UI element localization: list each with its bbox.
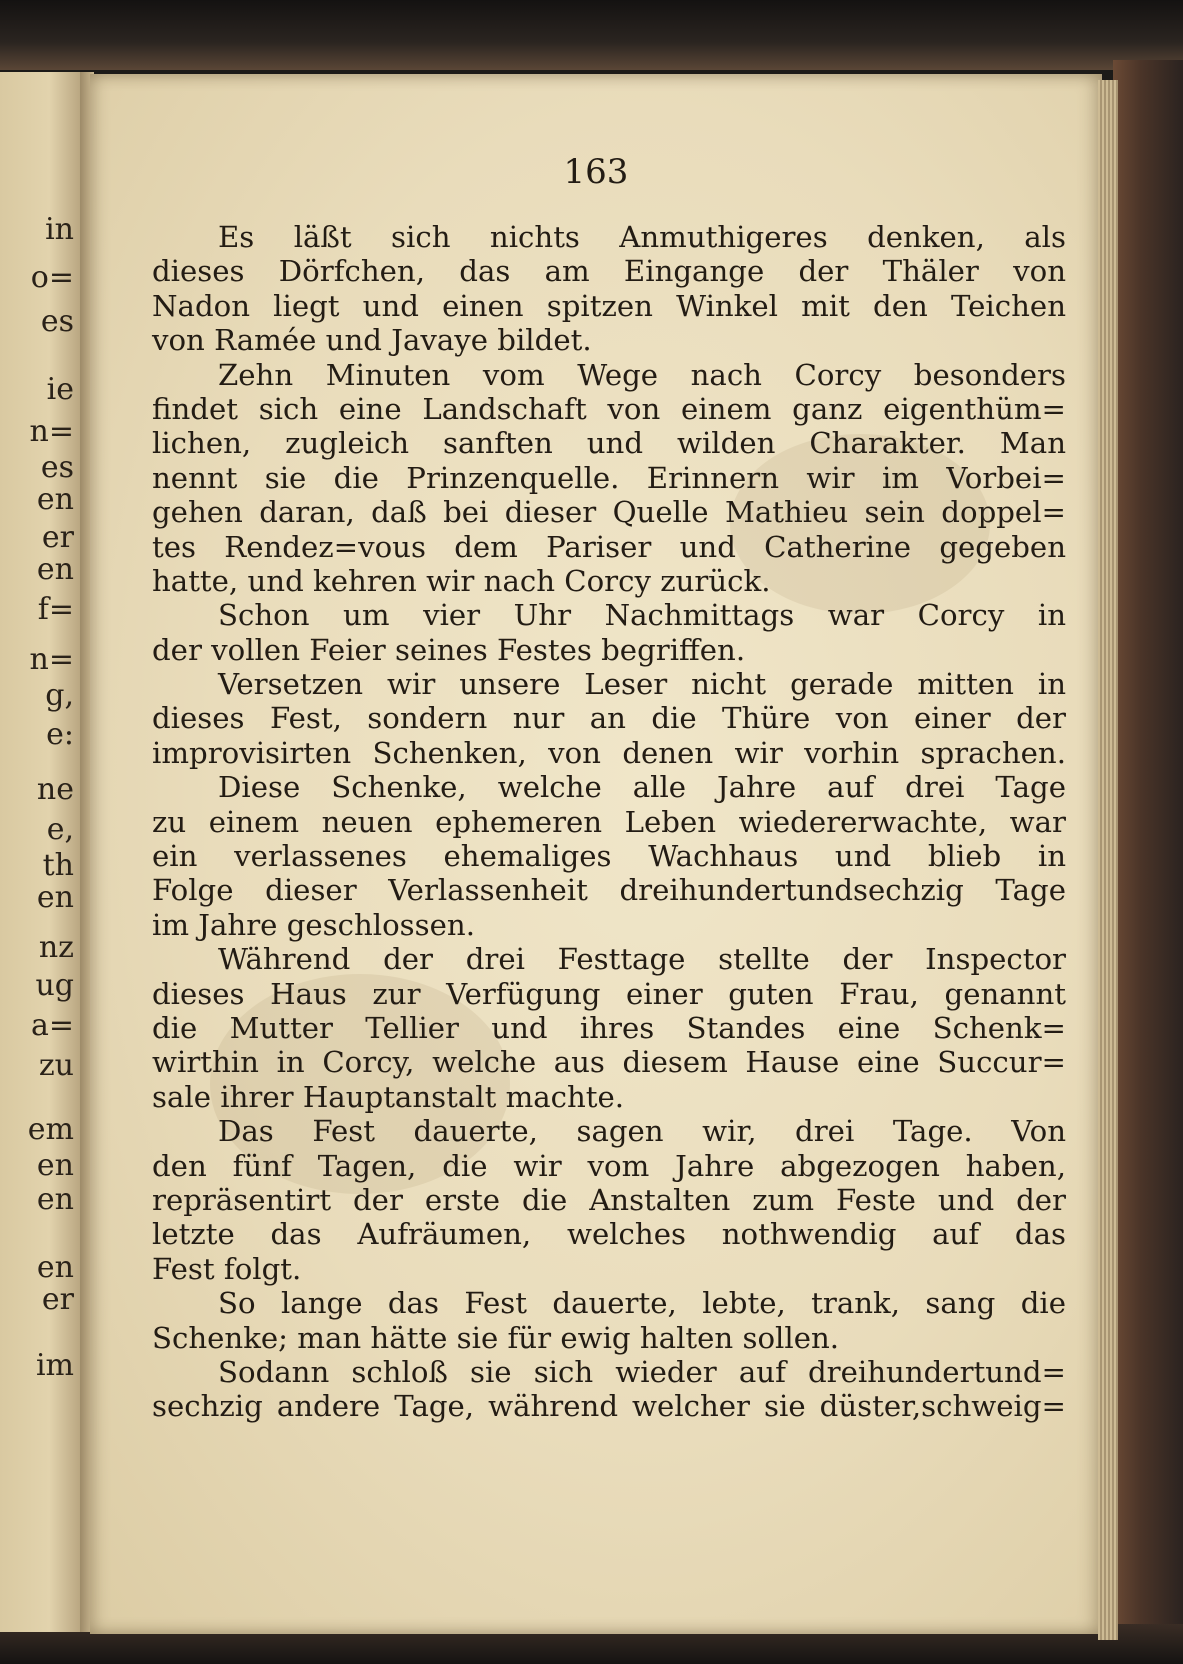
text-line: sechzig andere Tage, während welcher sie düster,schweig= xyxy=(152,1389,1066,1424)
left-page-fragment: en xyxy=(36,1148,74,1183)
left-page-fragment: in xyxy=(45,212,74,247)
left-page-fragment: zu xyxy=(38,1048,74,1083)
book-cover-right xyxy=(1113,60,1183,1664)
text-line: der vollen Feier seines Festes begriffen. xyxy=(152,632,746,667)
text-line: Nadon liegt und einen spitzen Winkel mit den Teichen xyxy=(152,288,1066,323)
left-page-fragment: er xyxy=(41,1282,74,1317)
text-line: die Mutter Tellier und ihres Standes eine Schenk= xyxy=(152,1010,1066,1045)
left-page-fragment: n= xyxy=(29,414,74,449)
left-page-fragment: en xyxy=(36,880,74,915)
left-page-fragment: en xyxy=(36,482,74,517)
left-page-fragment: en xyxy=(36,1250,74,1285)
left-page-fragment: ug xyxy=(35,968,74,1003)
text-line: repräsentirt der erste die Anstalten zum Feste und der xyxy=(152,1182,1066,1217)
text-line: findet sich eine Landschaft von einem ganz eigenthüm= xyxy=(152,391,1066,426)
text-line: Folge dieser Verlassenheit dreihundertundsechzig Tage xyxy=(152,873,1066,908)
text-line: So lange das Fest dauerte, lebte, trank, sang die xyxy=(218,1286,1066,1321)
left-page-fragment: es xyxy=(40,304,74,339)
book-cover-top xyxy=(0,0,1183,70)
text-line: im Jahre geschlossen. xyxy=(152,907,475,942)
left-page-fragment: em xyxy=(27,1112,74,1147)
text-line: von Ramée und Javaye bildet. xyxy=(152,323,592,358)
left-page-fragment: er xyxy=(41,520,74,555)
left-page-fragment: g, xyxy=(45,678,74,713)
text-line: improvisirten Schenken, von denen wir vorhin sprachen. xyxy=(152,735,1066,770)
text-line: dieses Haus zur Verfügung einer guten Frau, genannt xyxy=(152,976,1066,1011)
text-line: dieses Dörfchen, das am Eingange der Thäler von xyxy=(152,254,1066,289)
text-line: Schenke; man hätte sie für ewig halten sollen. xyxy=(152,1320,840,1355)
text-line: Versetzen wir unsere Leser nicht gerade mitten in xyxy=(218,667,1066,702)
text-line: Während der drei Festtage stellte der Inspector xyxy=(218,942,1066,977)
left-page-fragment: o= xyxy=(30,260,74,295)
text-line: wirthin in Corcy, welche aus diesem Hause eine Succur= xyxy=(152,1045,1066,1080)
left-page-fragment: n= xyxy=(29,642,74,677)
left-page-fragment: ie xyxy=(46,372,74,407)
left-page-fragment: es xyxy=(40,450,74,485)
text-line: zu einem neuen ephemeren Leben wiedererwachte, war xyxy=(152,804,1066,839)
text-line: lichen, zugleich sanften und wilden Charakter. Man xyxy=(152,426,1066,461)
left-page-fragment: f= xyxy=(37,592,74,627)
text-line: Schon um vier Uhr Nachmittags war Corcy in xyxy=(218,598,1066,633)
text-line: tes Rendez=vous dem Pariser und Catherine gegeben xyxy=(152,529,1066,564)
text-line: Diese Schenke, welche alle Jahre auf drei Tage xyxy=(218,770,1066,805)
left-page-fragment: ne xyxy=(36,772,74,807)
left-page-fragment: th xyxy=(42,848,74,883)
text-line: sale ihrer Hauptanstalt machte. xyxy=(152,1079,625,1114)
text-line: Sodann schloß sie sich wieder auf dreihundertund= xyxy=(218,1354,1066,1389)
page-edges xyxy=(1098,80,1118,1640)
text-line: Zehn Minuten vom Wege nach Corcy besonders xyxy=(218,357,1066,392)
left-page-edge xyxy=(0,72,82,1632)
text-line: ein verlassenes ehemaliges Wachhaus und blieb in xyxy=(152,839,1066,874)
text-line: dieses Fest, sondern nur an die Thüre von einer der xyxy=(152,701,1066,736)
text-line: Das Fest dauerte, sagen wir, drei Tage. Von xyxy=(218,1114,1066,1149)
text-line: Es läßt sich nichts Anmuthigeres denken, als xyxy=(218,220,1066,254)
text-line: Fest folgt. xyxy=(152,1251,302,1286)
left-page-fragment: e, xyxy=(46,812,74,847)
book-page xyxy=(90,74,1102,1634)
page-number: 163 xyxy=(563,152,629,192)
text-line: hatte, und kehren wir nach Corcy zurück. xyxy=(152,563,771,598)
left-page-fragment: a= xyxy=(30,1008,74,1043)
left-page-fragment: nz xyxy=(38,930,74,965)
text-line: nennt sie die Prinzenquelle. Erinnern wir im Vorbei= xyxy=(152,460,1066,495)
left-page-fragment: im xyxy=(35,1348,74,1383)
left-page-fragment: en xyxy=(36,1182,74,1217)
text-line: gehen daran, daß bei dieser Quelle Mathieu sein doppel= xyxy=(152,495,1066,530)
left-page-fragment: en xyxy=(36,552,74,587)
left-page-fragment: e: xyxy=(46,717,74,752)
text-line: den fünf Tagen, die wir vom Jahre abgezogen haben, xyxy=(152,1148,1066,1183)
page-body-text xyxy=(152,220,1066,1424)
text-line: letzte das Aufräumen, welches nothwendig auf das xyxy=(152,1217,1066,1252)
